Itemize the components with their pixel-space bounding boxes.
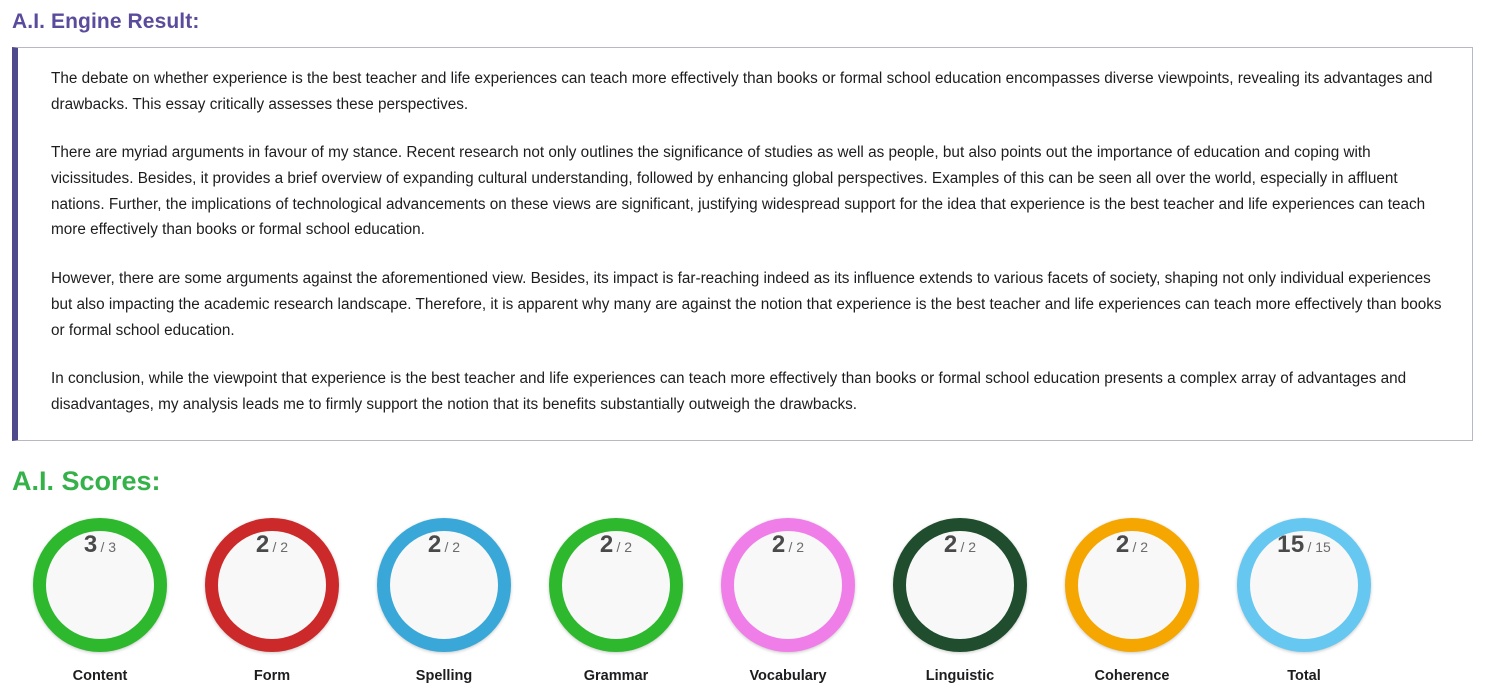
- engine-result-title: A.I. Engine Result:: [12, 10, 200, 33]
- score-value: 2: [255, 531, 270, 558]
- score-item-spelling: [358, 518, 530, 684]
- score-value: 2: [943, 531, 958, 558]
- score-donut-inner: [1078, 531, 1186, 639]
- result-paragraph: In conclusion, while the viewpoint that experience is the best teacher and life experiences can teach more effectively than books or formal school education presents a complex array of advantages and disadvantages, my analysis leads me to firmly support the notion that its benefits substantially outweigh the drawbacks.: [51, 370, 1407, 413]
- score-donut-linguistic: [893, 518, 1027, 652]
- score-value: 3: [83, 531, 98, 558]
- score-donut-inner: [562, 531, 670, 639]
- result-paragraph: There are myriad arguments in favour of my stance. Recent research not only outlines the significance of studies as well as people, but also points out the importance of education and coping with vicissitudes. Besides, it provides a brief overview of expanding cultural understanding, followed by enhancing global perspectives. Examples of this can be seen all over the world, especially in affluent nations. Further, the implications of technological advancements on these views are significant, justifying widespread support for the idea that experience is the best teacher and life experiences can teach more effectively than books or formal school education.: [51, 144, 1426, 239]
- score-item-vocabulary: [702, 518, 874, 684]
- score-max: / 2: [444, 539, 461, 555]
- score-donut-inner: [390, 531, 498, 639]
- score-donut-grammar: [549, 518, 683, 652]
- score-donut-coherence: [1065, 518, 1199, 652]
- score-label: Spelling: [415, 668, 473, 684]
- score-donut-inner: [218, 531, 326, 639]
- score-donut-inner: [906, 531, 1014, 639]
- score-item-linguistic: [874, 518, 1046, 684]
- score-item-grammar: [530, 518, 702, 684]
- score-max: / 2: [788, 539, 805, 555]
- score-label: Linguistic: [925, 668, 995, 684]
- score-max: / 3: [100, 539, 117, 555]
- score-donut-spelling: [377, 518, 511, 652]
- score-max: / 2: [1132, 539, 1149, 555]
- score-value: 2: [1115, 531, 1130, 558]
- engine-result-text-box: [12, 47, 1473, 441]
- score-item-total: [1218, 518, 1390, 684]
- ai-scores-row: [14, 518, 1434, 684]
- score-donut-content: [33, 518, 167, 652]
- score-value: 2: [427, 531, 442, 558]
- score-label: Vocabulary: [749, 668, 827, 684]
- score-donut-inner: [734, 531, 842, 639]
- score-label: Total: [1287, 668, 1321, 684]
- score-max: / 2: [272, 539, 289, 555]
- score-donut-inner: [1250, 531, 1358, 639]
- score-label: Coherence: [1094, 668, 1170, 684]
- result-paragraph: The debate on whether experience is the best teacher and life experiences can teach more effectively than books or formal school education encompasses diverse viewpoints, revealing its advantages and drawbacks. This essay critically assesses these perspectives.: [51, 70, 1433, 113]
- score-item-form: [186, 518, 358, 684]
- score-item-content: [14, 518, 186, 684]
- score-value: 15: [1277, 531, 1305, 558]
- result-paragraph: However, there are some arguments against the aforementioned view. Besides, its impact is far-reaching indeed as its influence extends to various facets of society, shaping not only individual experiences but also impacting the academic research landscape. Therefore, it is apparent why many are against the notion that experience is the best teacher and life experiences can teach more effectively than books or formal school education.: [51, 270, 1442, 339]
- ai-scores-title: A.I. Scores:: [12, 466, 161, 496]
- score-donut-vocabulary: [721, 518, 855, 652]
- score-max: / 2: [960, 539, 977, 555]
- score-label: Content: [72, 668, 128, 684]
- score-donut-total: [1237, 518, 1371, 652]
- score-value: 2: [771, 531, 786, 558]
- score-max: / 2: [616, 539, 633, 555]
- score-label: Form: [253, 668, 291, 684]
- score-value: 2: [599, 531, 614, 558]
- score-label: Grammar: [583, 668, 649, 684]
- score-donut-inner: [46, 531, 154, 639]
- score-item-coherence: [1046, 518, 1218, 684]
- score-max: / 15: [1307, 539, 1331, 555]
- score-donut-form: [205, 518, 339, 652]
